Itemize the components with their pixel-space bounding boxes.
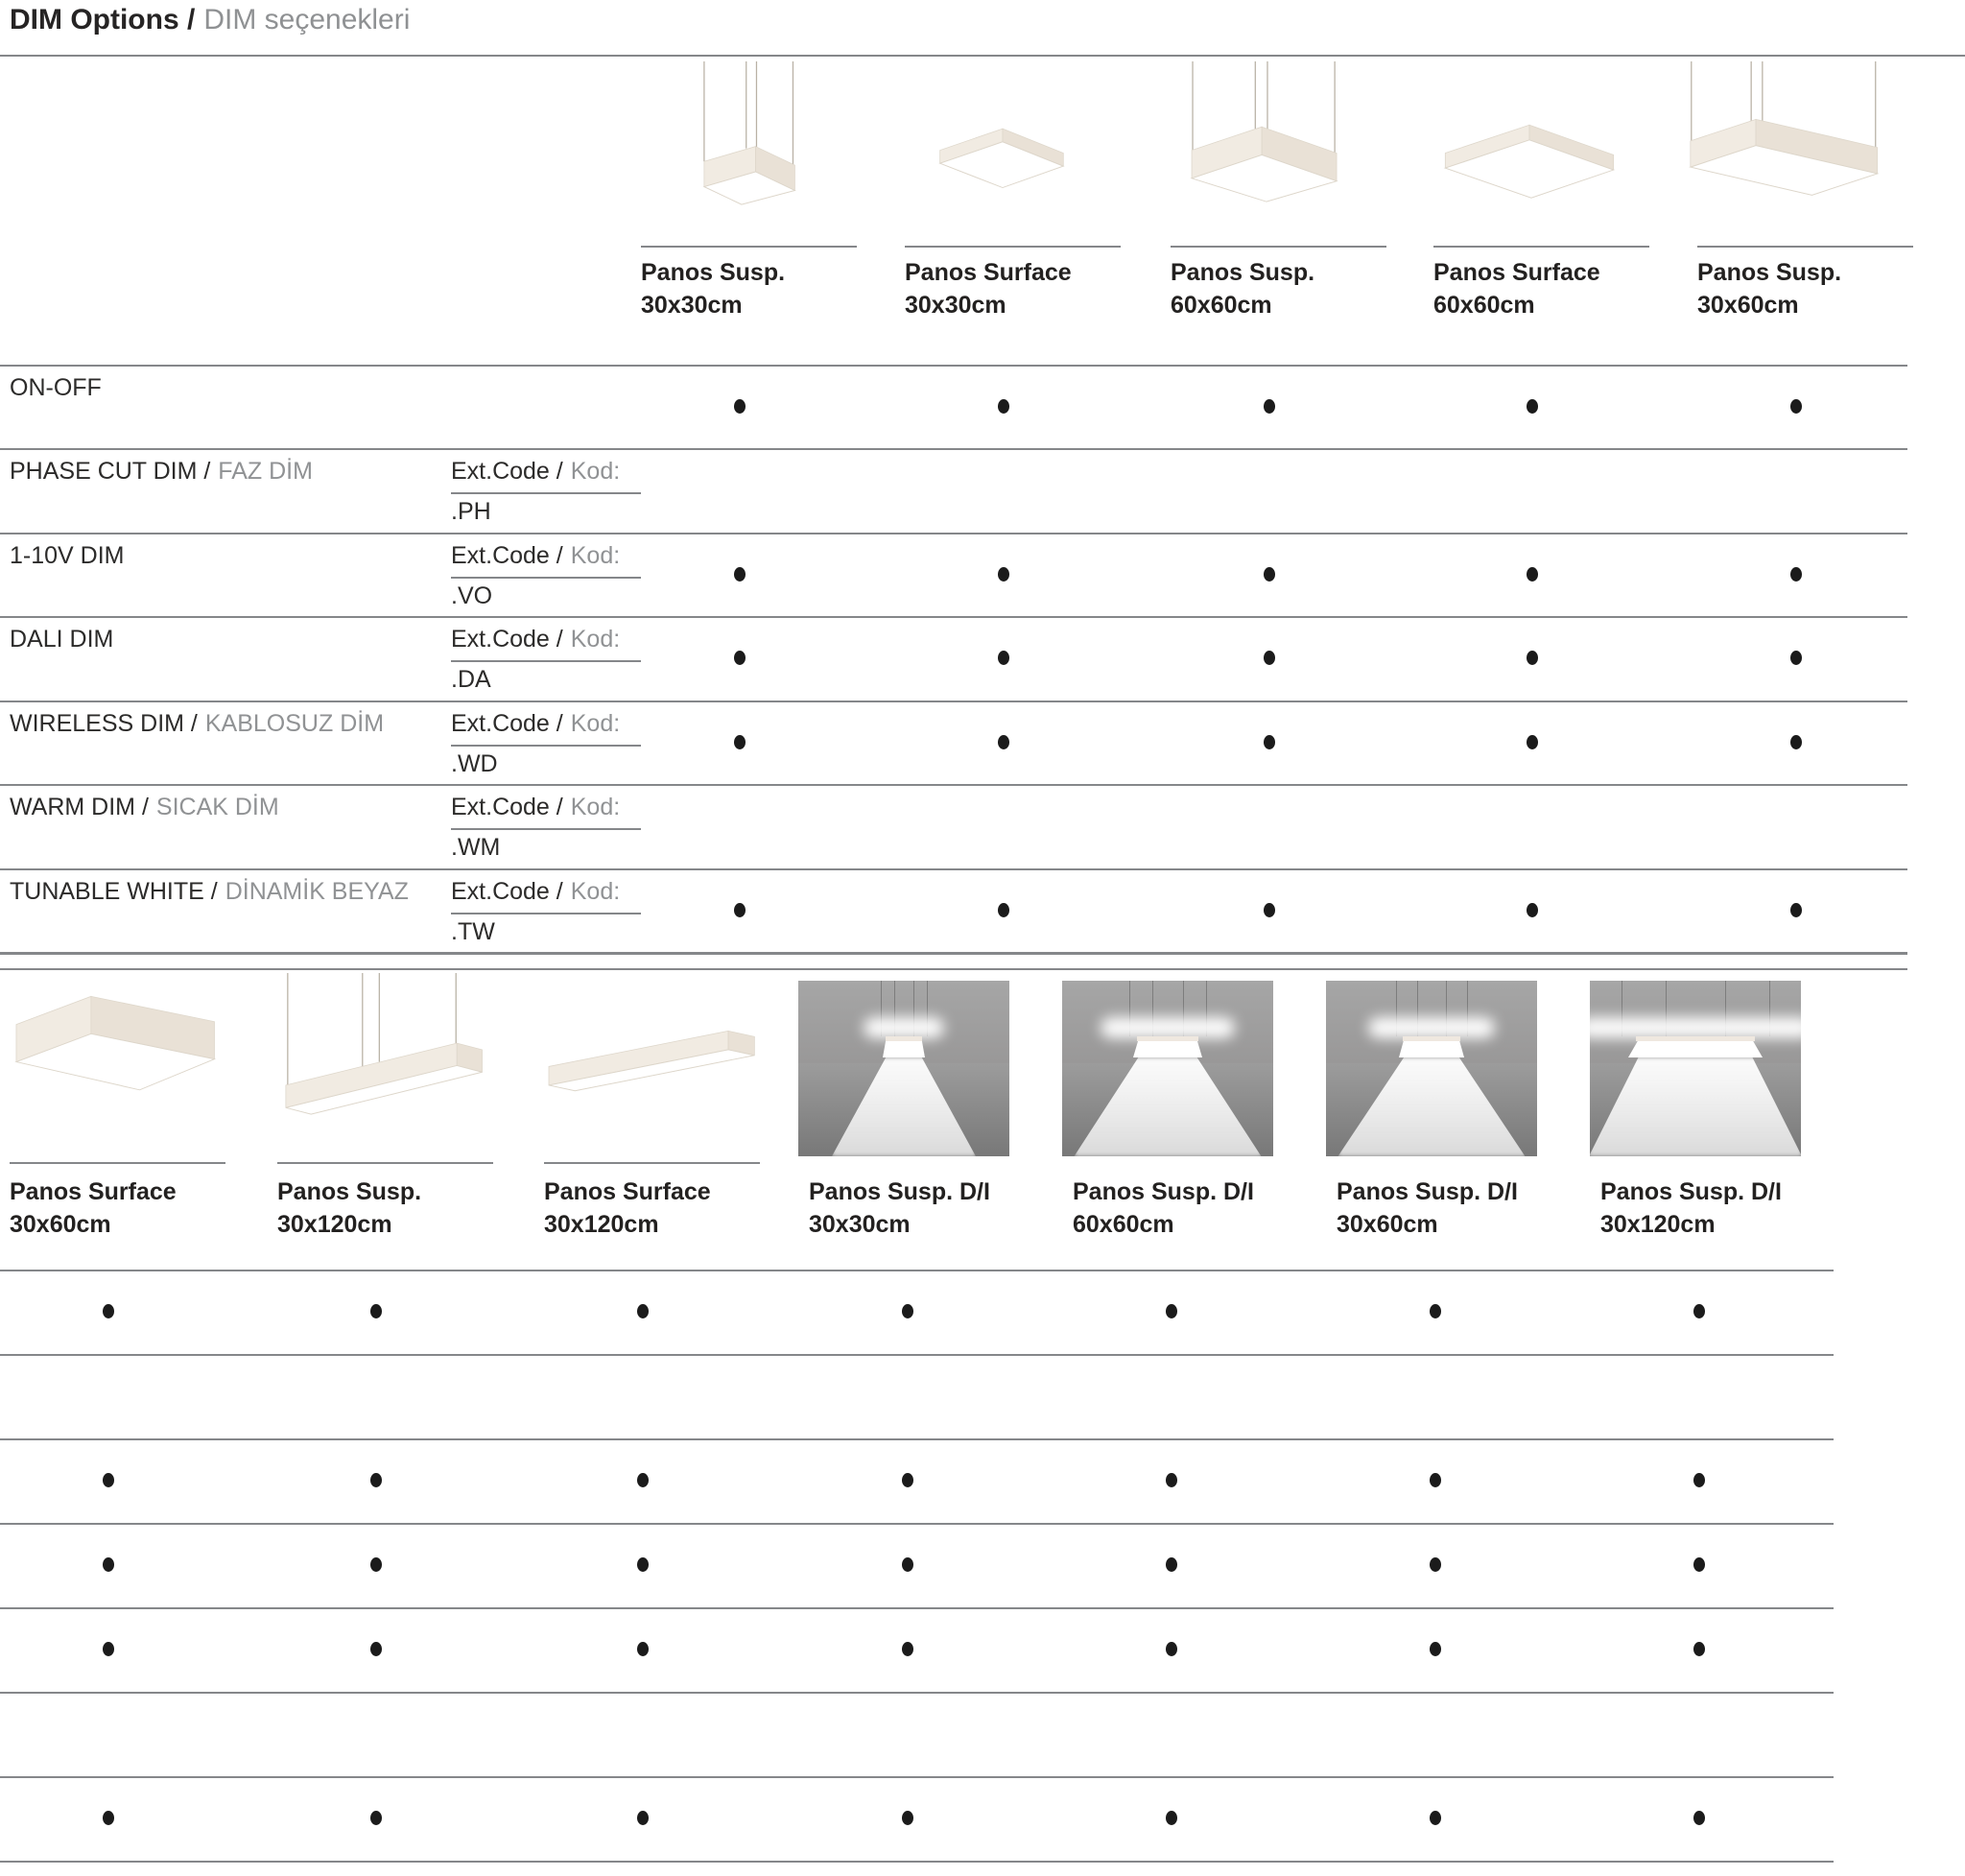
support-dot — [1693, 1811, 1705, 1825]
ext-code-caption-tr: Kod: — [570, 710, 621, 737]
column-underline — [1171, 246, 1386, 248]
support-dot — [1264, 567, 1275, 582]
dim-option-label — [10, 710, 384, 738]
dim-option-label-en: ON-OFF — [10, 374, 102, 401]
dim-option-label — [10, 626, 113, 653]
ext-code-caption-en: Ext.Code / — [451, 794, 563, 820]
product-render — [4, 973, 244, 1160]
fixture-panel — [1399, 1041, 1464, 1057]
column-underline — [1433, 246, 1649, 248]
luminaire-drawing — [272, 973, 511, 1155]
support-dot — [1693, 1642, 1705, 1656]
divider — [0, 1523, 1834, 1525]
dim-option-label-en: TUNABLE WHITE / — [10, 878, 218, 905]
product-render — [1147, 61, 1386, 244]
support-dot — [103, 1642, 114, 1656]
support-dot — [370, 1473, 382, 1487]
ext-code-caption-tr: Kod: — [570, 878, 621, 905]
product-size: 30x30cm — [905, 292, 1006, 319]
product-name: Panos Susp. — [1171, 259, 1315, 286]
product-size: 60x60cm — [1433, 292, 1535, 319]
uplight-glow — [864, 1017, 944, 1038]
support-dot — [998, 651, 1009, 665]
product-size: 30x60cm — [10, 1211, 111, 1238]
ext-code-caption-tr: Kod: — [570, 458, 621, 485]
divider — [0, 1438, 1834, 1440]
product-photo — [1590, 981, 1801, 1156]
title-divider — [0, 55, 1965, 57]
dim-option-label-en: 1-10V DIM — [10, 542, 125, 569]
product-photo — [1062, 981, 1273, 1156]
dim-option-label-tr: SICAK DİM — [155, 794, 279, 820]
support-dot — [103, 1557, 114, 1572]
uplight-glow — [1590, 1017, 1801, 1038]
ext-code-value: .PH — [451, 498, 491, 525]
ext-code-underline — [451, 492, 641, 494]
ext-code-caption-tr: Kod: — [570, 794, 621, 820]
product-size: 30x30cm — [809, 1211, 911, 1238]
product-name: Panos Surface — [1433, 259, 1600, 286]
product-size: 30x120cm — [544, 1211, 659, 1238]
support-dot — [1264, 903, 1275, 917]
divider — [0, 1776, 1834, 1778]
fixture-top — [1636, 1036, 1754, 1041]
support-dot — [902, 1473, 913, 1487]
ext-code-underline — [451, 745, 641, 747]
support-dot — [734, 651, 746, 665]
support-dot — [998, 399, 1009, 414]
support-dot — [637, 1557, 649, 1572]
support-dot — [1693, 1557, 1705, 1572]
product-render — [617, 61, 857, 244]
support-dot — [637, 1304, 649, 1318]
table-top-rule — [0, 365, 1907, 367]
support-dot — [1527, 903, 1538, 917]
double-rule-upper — [0, 952, 1907, 955]
ext-code-caption — [451, 794, 620, 821]
support-dot — [370, 1642, 382, 1656]
support-dot — [637, 1642, 649, 1656]
product-size: 30x60cm — [1337, 1211, 1438, 1238]
support-dot — [1693, 1304, 1705, 1318]
dim-option-label-en: PHASE CUT DIM / — [10, 458, 211, 485]
fixture-top — [1137, 1036, 1197, 1041]
ext-code-value: .DA — [451, 666, 491, 693]
fixture-panel — [1628, 1041, 1763, 1057]
support-dot — [734, 903, 746, 917]
support-dot — [734, 399, 746, 414]
column-underline — [277, 1162, 493, 1164]
dim-option-label-en: DALI DIM — [10, 626, 114, 653]
ext-code-caption-en: Ext.Code / — [451, 458, 563, 485]
product-name: Panos Surface — [544, 1178, 711, 1205]
ext-code-caption-en: Ext.Code / — [451, 542, 563, 569]
divider — [0, 1354, 1834, 1356]
product-name: Panos Susp. — [277, 1178, 422, 1205]
support-dot — [734, 735, 746, 749]
product-name: Panos Surface — [10, 1178, 177, 1205]
ext-code-caption — [451, 458, 620, 486]
support-dot — [370, 1304, 382, 1318]
ext-code-value: .WD — [451, 750, 498, 777]
support-dot — [1527, 651, 1538, 665]
ext-code-underline — [451, 913, 641, 914]
ext-code-caption-en: Ext.Code / — [451, 878, 563, 905]
support-dot — [103, 1304, 114, 1318]
table-end-rule — [0, 1861, 1834, 1863]
support-dot — [1166, 1642, 1177, 1656]
luminaire-drawing — [881, 61, 1121, 244]
support-dot — [998, 735, 1009, 749]
support-dot — [902, 1811, 913, 1825]
divider — [0, 533, 1907, 534]
ext-code-caption-tr: Kod: — [570, 626, 621, 653]
ext-code-caption-tr: Kod: — [570, 542, 621, 569]
ext-code-value: .TW — [451, 918, 495, 945]
product-name: Panos Susp. D/I — [1337, 1178, 1518, 1205]
uplight-glow — [1368, 1017, 1495, 1038]
support-dot — [103, 1811, 114, 1825]
support-dot — [1430, 1473, 1441, 1487]
column-underline — [10, 1162, 225, 1164]
dim-option-label — [10, 458, 313, 486]
ext-code-caption-en: Ext.Code / — [451, 710, 563, 737]
ext-code-value: .VO — [451, 582, 493, 609]
support-dot — [1790, 903, 1802, 917]
product-size: 60x60cm — [1171, 292, 1272, 319]
product-name: Panos Susp. D/I — [1600, 1178, 1782, 1205]
support-dot — [1264, 399, 1275, 414]
product-render — [272, 973, 511, 1160]
support-dot — [1693, 1473, 1705, 1487]
fixture-panel — [1133, 1041, 1202, 1057]
fixture-top — [886, 1036, 923, 1041]
product-photo — [1326, 981, 1537, 1156]
support-dot — [1790, 567, 1802, 582]
ext-code-underline — [451, 660, 641, 662]
luminaire-drawing — [4, 973, 244, 1155]
fixture-top — [1403, 1036, 1460, 1041]
dim-option-label — [10, 794, 279, 821]
product-render — [538, 973, 778, 1160]
double-rule-lower — [0, 968, 1907, 970]
support-dot — [1166, 1811, 1177, 1825]
product-render — [1409, 61, 1649, 244]
ext-code-caption — [451, 542, 620, 570]
product-size: 30x30cm — [641, 292, 743, 319]
fixture-panel — [883, 1041, 925, 1057]
support-dot — [1430, 1304, 1441, 1318]
support-dot — [1790, 399, 1802, 414]
luminaire-drawing — [1147, 61, 1386, 244]
divider — [0, 868, 1907, 870]
support-dot — [902, 1642, 913, 1656]
luminaire-drawing — [1673, 61, 1913, 244]
column-underline — [905, 246, 1121, 248]
divider — [0, 1607, 1834, 1609]
support-dot — [1430, 1557, 1441, 1572]
product-size: 30x60cm — [1697, 292, 1799, 319]
support-dot — [637, 1473, 649, 1487]
support-dot — [1527, 399, 1538, 414]
ext-code-caption — [451, 710, 620, 738]
luminaire-drawing — [1409, 61, 1649, 244]
support-dot — [902, 1557, 913, 1572]
ext-code-underline — [451, 828, 641, 830]
column-underline — [1697, 246, 1913, 248]
product-name: Panos Susp. D/I — [1073, 1178, 1254, 1205]
product-size: 60x60cm — [1073, 1211, 1174, 1238]
support-dot — [103, 1473, 114, 1487]
support-dot — [1166, 1473, 1177, 1487]
support-dot — [1264, 735, 1275, 749]
dim-option-label-tr: KABLOSUZ DİM — [204, 710, 385, 737]
dim-option-label-tr: DİNAMİK BEYAZ — [225, 878, 409, 905]
product-render — [881, 61, 1121, 244]
product-name: Panos Susp. — [641, 259, 786, 286]
divider — [0, 1692, 1834, 1694]
divider — [0, 448, 1907, 450]
support-dot — [998, 567, 1009, 582]
dim-option-label-en: WIRELESS DIM / — [10, 710, 198, 737]
page-title-en: DIM Options / — [10, 4, 196, 36]
dim-option-label — [10, 374, 102, 402]
product-size: 30x120cm — [277, 1211, 392, 1238]
support-dot — [734, 567, 746, 582]
product-photo — [798, 981, 1009, 1156]
support-dot — [998, 903, 1009, 917]
support-dot — [1430, 1642, 1441, 1656]
ext-code-caption — [451, 878, 620, 906]
product-name: Panos Susp. D/I — [809, 1178, 990, 1205]
support-dot — [1790, 651, 1802, 665]
uplight-glow — [1101, 1017, 1235, 1038]
support-dot — [902, 1304, 913, 1318]
support-dot — [637, 1811, 649, 1825]
ext-code-caption — [451, 626, 620, 653]
dim-option-label — [10, 878, 409, 906]
column-underline — [544, 1162, 760, 1164]
ext-code-underline — [451, 577, 641, 579]
product-name: Panos Surface — [905, 259, 1072, 286]
luminaire-drawing — [617, 61, 857, 244]
product-render — [1673, 61, 1913, 244]
support-dot — [1527, 735, 1538, 749]
divider — [0, 616, 1907, 618]
ext-code-caption-en: Ext.Code / — [451, 626, 563, 653]
support-dot — [1166, 1557, 1177, 1572]
dim-option-label — [10, 542, 124, 570]
ext-code-value: .WM — [451, 834, 501, 861]
support-dot — [1166, 1304, 1177, 1318]
product-size: 30x120cm — [1600, 1211, 1716, 1238]
support-dot — [1430, 1811, 1441, 1825]
divider — [0, 701, 1907, 702]
dim-option-label-tr: FAZ DİM — [218, 458, 313, 485]
column-underline — [641, 246, 857, 248]
support-dot — [1790, 735, 1802, 749]
dim-option-label-en: WARM DIM / — [10, 794, 149, 820]
support-dot — [370, 1557, 382, 1572]
support-dot — [1264, 651, 1275, 665]
support-dot — [1527, 567, 1538, 582]
luminaire-drawing — [538, 973, 778, 1155]
support-dot — [370, 1811, 382, 1825]
product-name: Panos Susp. — [1697, 259, 1842, 286]
divider — [0, 784, 1907, 786]
page-title-tr: DIM seçenekleri — [203, 4, 411, 36]
table-bottom-rule — [0, 1270, 1834, 1271]
page-title — [10, 4, 410, 36]
